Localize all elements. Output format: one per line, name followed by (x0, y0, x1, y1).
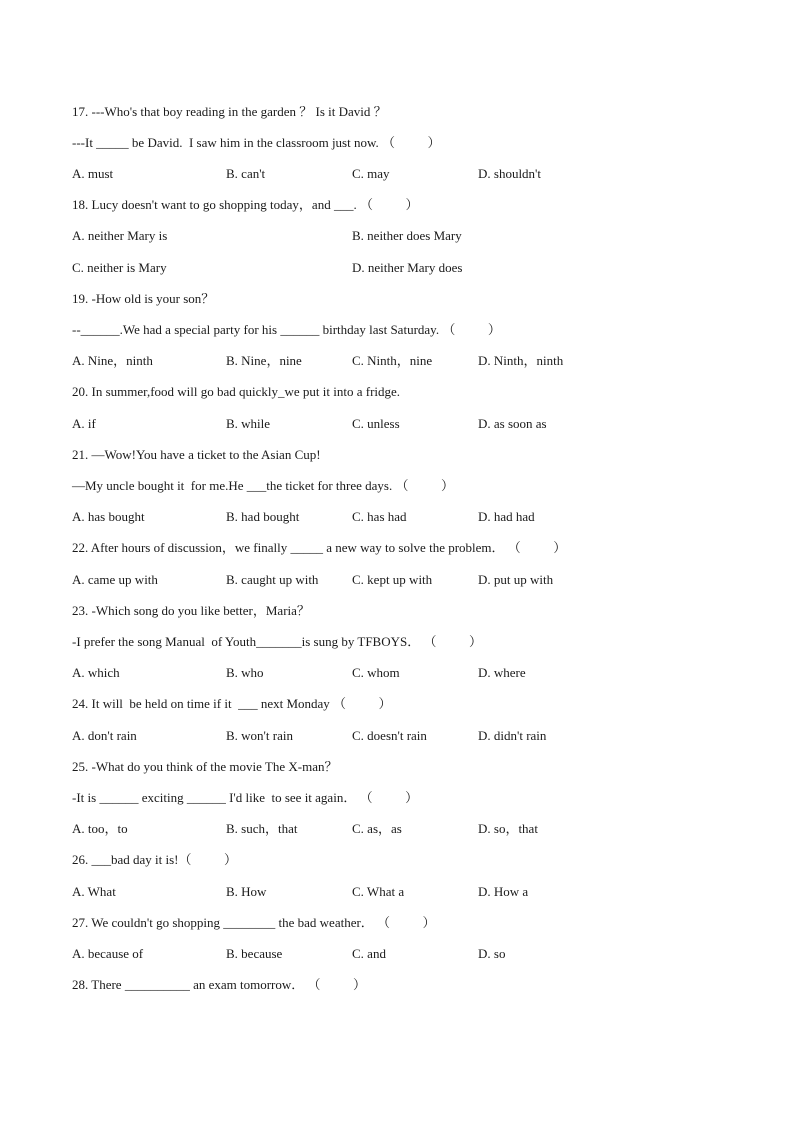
question-17-option-d: D. shouldn't (478, 166, 542, 181)
question-25-stem-line2: -It is ______ exciting ______ I'd like to see it again． （ ） (72, 790, 419, 805)
question-21-stem: 21. —Wow!You have a ticket to the Asian Cup! (72, 447, 321, 462)
question-19-stem-line2: --______.We had a special party for his ______ birthday last Saturday. （ ） (72, 322, 501, 337)
question-26-stem: 26. ___bad day it is!（ ） (72, 852, 238, 867)
question-23-option-b: B. who (226, 665, 264, 680)
question-24-option-a: A. don't rain (72, 728, 137, 743)
question-26-option-c: C. What a (352, 884, 405, 899)
question-24-option-c: C. doesn't rain (352, 728, 427, 743)
question-27-option-c: C. and (352, 946, 386, 961)
question-20-stem: 20. In summer,food will go bad quickly_we put it into a fridge. (72, 384, 401, 399)
question-17-option-a: A. must (72, 166, 114, 181)
question-19-option-c: C. Ninth，nine (352, 353, 433, 368)
question-17-stem: 17. ---Who's that boy reading in the garden ？ Is it David ？ (72, 104, 387, 119)
question-23-stem: 23. -Which song do you like better，Maria？ (72, 603, 310, 618)
question-23-stem-line2: -I prefer the song Manual of Youth_______is sung by TFBOYS． （ ） (72, 634, 482, 649)
question-23-option-d: D. where (478, 665, 526, 680)
question-18-option-c: C. neither is Mary (72, 260, 167, 275)
question-21-stem-line2: —My uncle bought it for me.He ___the ticket for three days. （ ） (72, 478, 454, 493)
question-25-option-c: C. as，as (352, 821, 402, 836)
question-21-option-d: D. had had (478, 509, 535, 524)
question-27-option-d: D. so (478, 946, 506, 961)
question-28-stem: 28. There __________ an exam tomorrow． （ ） (72, 977, 367, 992)
question-22-option-b: B. caught up with (226, 572, 319, 587)
question-21-option-c: C. has had (352, 509, 407, 524)
question-19-option-b: B. Nine，nine (226, 353, 302, 368)
question-20-option-b: B. while (226, 416, 271, 431)
question-27-option-b: B. because (226, 946, 283, 961)
question-19-option-d: D. Ninth，ninth (478, 353, 564, 368)
question-21-option-a: A. has bought (72, 509, 145, 524)
question-24-option-d: D. didn't rain (478, 728, 547, 743)
question-18-option-a: A. neither Mary is (72, 228, 168, 243)
question-27-stem: 27. We couldn't go shopping ________ the bad weather． （ ） (72, 915, 436, 930)
question-17-option-c: C. may (352, 166, 390, 181)
question-18-option-d: D. neither Mary does (352, 260, 463, 275)
question-23-option-c: C. whom (352, 665, 400, 680)
question-25-option-d: D. so，that (478, 821, 538, 836)
question-24-option-b: B. won't rain (226, 728, 293, 743)
question-19-option-a: A. Nine，ninth (72, 353, 153, 368)
question-18-option-b: B. neither does Mary (352, 228, 462, 243)
question-26-option-d: D. How a (478, 884, 529, 899)
question-22-option-d: D. put up with (478, 572, 554, 587)
question-25-stem: 25. -What do you think of the movie The X-man？ (72, 759, 338, 774)
question-26-option-a: A. What (72, 884, 116, 899)
question-22-stem: 22. After hours of discussion，we finally _____ a new way to solve the problem． （ ） (72, 540, 567, 555)
question-27-option-a: A. because of (72, 946, 144, 961)
question-20-option-d: D. as soon as (478, 416, 547, 431)
question-19-stem: 19. -How old is your son？ (72, 291, 215, 306)
question-17-stem-line2: ---It _____ be David. I saw him in the classroom just now. （ ） (72, 135, 441, 150)
question-18-stem: 18. Lucy doesn't want to go shopping today，and ___. （ ） (72, 197, 419, 212)
question-20-option-a: A. if (72, 416, 96, 431)
question-22-option-c: C. kept up with (352, 572, 433, 587)
question-22-option-a: A. came up with (72, 572, 158, 587)
question-25-option-b: B. such，that (226, 821, 298, 836)
question-20-option-c: C. unless (352, 416, 400, 431)
question-21-option-b: B. had bought (226, 509, 300, 524)
question-23-option-a: A. which (72, 665, 120, 680)
question-24-stem: 24. It will be held on time if it ___ next Monday （ ） (72, 696, 392, 711)
question-25-option-a: A. too，to (72, 821, 128, 836)
question-26-option-b: B. How (226, 884, 267, 899)
question-17-option-b: B. can't (226, 166, 266, 181)
